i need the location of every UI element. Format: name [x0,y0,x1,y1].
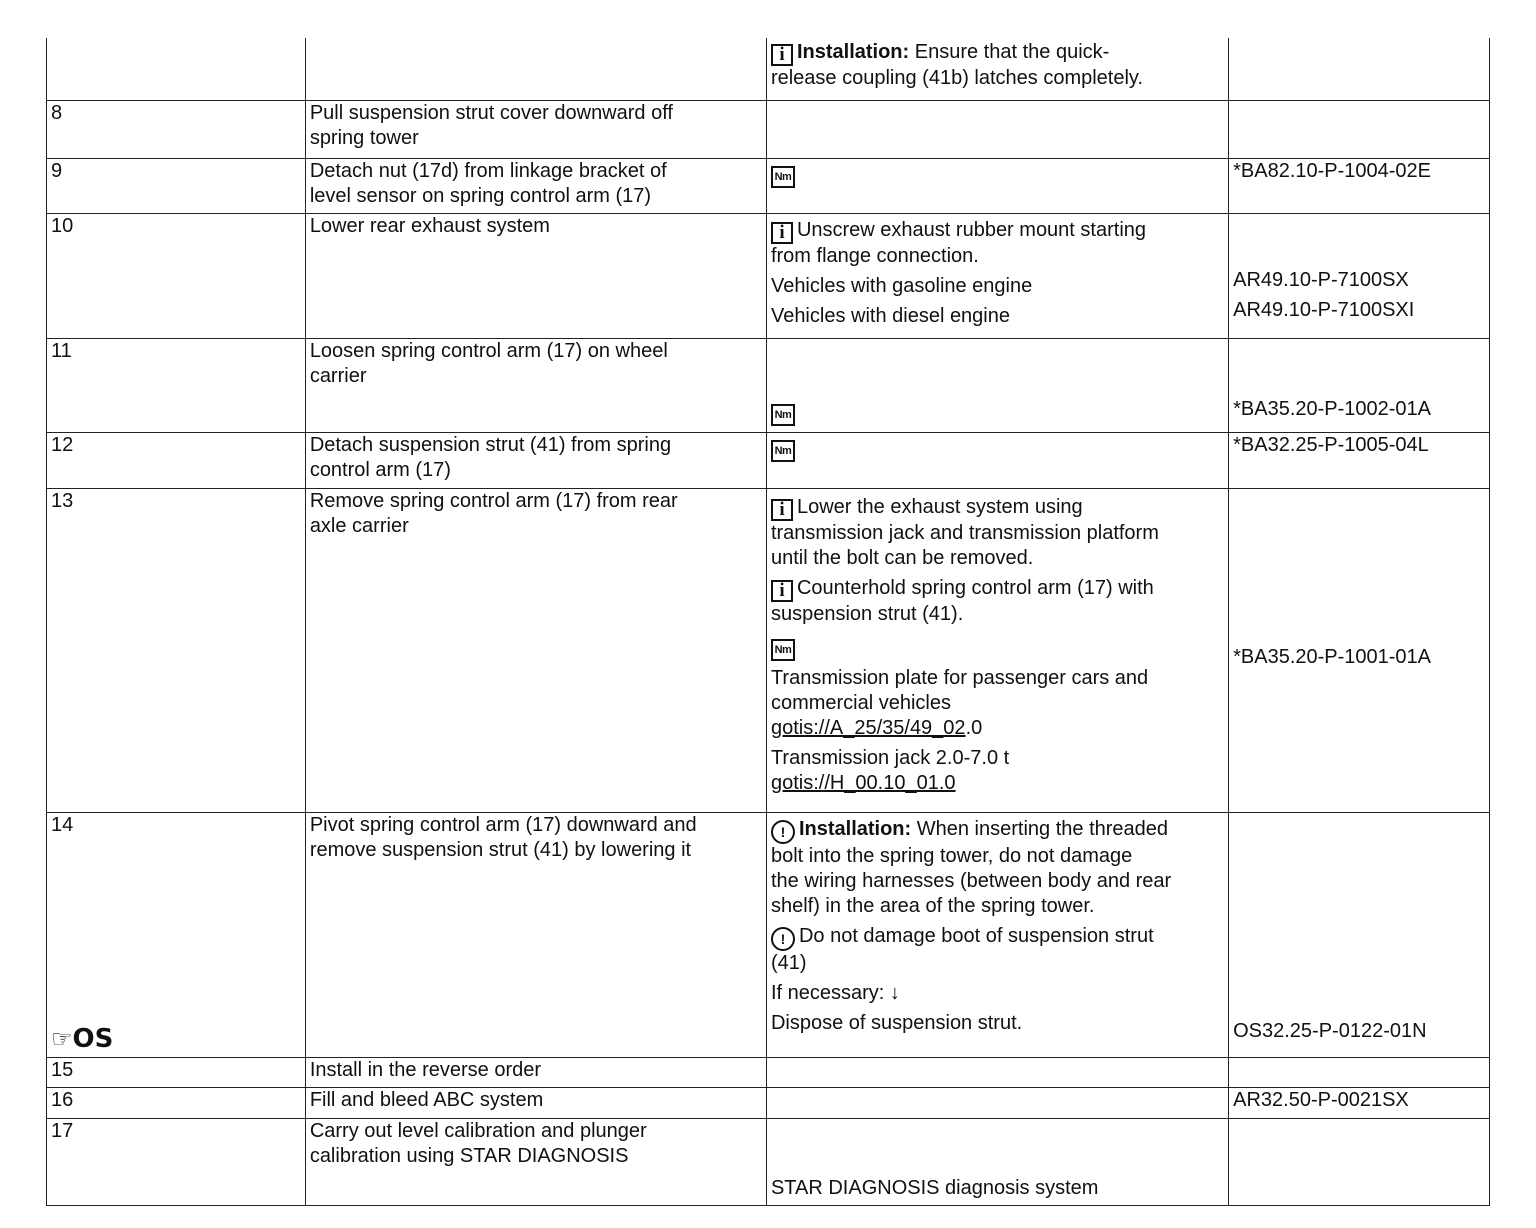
action-text: Detach nut (17d) from linkage bracket of level sensor on spring control arm (17) [309,159,667,207]
step-number: 15 [51,1058,74,1081]
installation-label: Installation: [796,41,910,63]
step-cell [47,488,306,812]
reference-code: *BA82.10-P-1004-02E [1233,159,1432,182]
info-cell [766,158,1228,213]
table-row [47,812,1490,1057]
warning-icon: ! [771,820,795,844]
action-text: Carry out level calibration and plunger calibration using STAR DIAGNOSIS [309,1119,647,1167]
info-icon: i [771,499,793,521]
table-row [47,1118,1490,1205]
action-text: Lower rear exhaust system [309,214,550,237]
table-row [47,158,1490,213]
action-text: Detach suspension strut (41) from spring control arm (17) [309,433,672,481]
info-cell [766,1118,1228,1205]
action-cell [305,812,766,1057]
installation-label: Installation: [798,817,912,840]
info-icon: i [771,222,793,244]
action-text: Loosen spring control arm (17) on wheel carrier [309,339,668,387]
torque-nm-icon: Nm [771,404,795,426]
ref-cell [1229,488,1490,812]
pointing-hand-icon: ☞ [51,1024,73,1053]
info-icon: i [771,580,793,602]
action-cell [305,338,766,432]
info-cell [766,338,1228,432]
os-label: OS [72,1023,114,1054]
step-number: 13 [51,489,74,512]
table-row [47,213,1490,338]
info-cell [766,100,1228,158]
info-text: When inserting the threaded bolt into the spring tower, do not damage the wiring harnesses (between body and rear shelf) in the area of the spring tower. [770,817,1172,917]
os-marker [51,1025,113,1053]
step-number: 12 [51,433,74,456]
info-text: Vehicles with diesel engine [770,304,1010,327]
ref-cell [1229,812,1490,1057]
reference-code: *BA35.20-P-1002-01A [1233,397,1432,420]
info-cell [766,432,1228,488]
table-row [47,1087,1490,1118]
info-cell [766,213,1228,338]
procedure-table [46,38,1490,1206]
action-cell [305,432,766,488]
gotis-link[interactable]: gotis://H_00.10_01.0 [770,771,956,794]
info-cell [766,812,1228,1057]
info-text: If necessary: ↓ [770,981,900,1004]
action-cell [305,213,766,338]
step-number: 14 [51,813,74,836]
action-text: Fill and bleed ABC system [309,1088,544,1111]
info-cell [766,38,1228,100]
ref-cell [1229,1087,1490,1118]
warning-icon: ! [771,927,795,951]
step-number: 8 [51,101,63,124]
info-text: Ensure that the quick- release coupling (41b) latches completely. [770,41,1144,89]
action-cell [305,100,766,158]
ref-cell [1229,1057,1490,1087]
step-cell [47,432,306,488]
reference-code: *BA32.25-P-1005-04L [1233,433,1429,456]
info-text: Dispose of suspension strut. [770,1011,1023,1034]
step-cell [47,1057,306,1087]
step-number: 16 [51,1088,74,1111]
action-cell [305,1118,766,1205]
table-row [47,100,1490,158]
link-suffix: .0 [965,716,983,739]
action-text: Pull suspension strut cover downward off spring tower [309,101,673,149]
step-cell [47,158,306,213]
action-cell [305,488,766,812]
reference-code: *BA35.20-P-1001-01A [1233,645,1432,668]
reference-code: AR49.10-P-7100SX [1233,268,1409,291]
action-cell [305,1057,766,1087]
torque-nm-icon: Nm [771,639,795,661]
info-icon: i [771,44,793,66]
table-row [47,338,1490,432]
info-text: Transmission plate for passenger cars and commercial vehicles [770,666,1149,714]
step-cell [47,812,306,1057]
step-cell [47,338,306,432]
info-text: Unscrew exhaust rubber mount starting from flange connection. [770,218,1147,267]
table-row [47,38,1490,100]
torque-nm-icon: Nm [771,440,795,462]
info-text: Lower the exhaust system using transmission jack and transmission platform until the bolt can be removed. [770,495,1159,569]
action-text: Install in the reverse order [309,1058,542,1081]
step-cell [47,213,306,338]
action-cell [305,38,766,100]
info-cell [766,488,1228,812]
step-number: 9 [51,159,63,182]
reference-code: AR49.10-P-7100SXI [1233,298,1415,321]
info-text: STAR DIAGNOSIS diagnosis system [770,1176,1099,1199]
info-text: Do not damage boot of suspension strut (41) [770,924,1154,974]
reference-code: AR32.50-P-0021SX [1233,1088,1409,1111]
action-cell [305,1087,766,1118]
step-number: 17 [51,1119,74,1142]
step-cell [47,1118,306,1205]
step-number: 10 [51,214,74,237]
info-text: Vehicles with gasoline engine [770,274,1033,297]
ref-cell [1229,432,1490,488]
action-text: Pivot spring control arm (17) downward and remove suspension strut (41) by lowering it [309,813,697,861]
table-row [47,1057,1490,1087]
ref-cell [1229,38,1490,100]
ref-cell [1229,100,1490,158]
ref-cell [1229,158,1490,213]
ref-cell [1229,338,1490,432]
info-text: Transmission jack 2.0-7.0 t [770,746,1010,769]
ref-cell [1229,213,1490,338]
step-number: 11 [51,339,72,362]
table-row [47,488,1490,812]
action-cell [305,158,766,213]
step-cell [47,1087,306,1118]
step-cell [47,38,306,100]
action-text: Remove spring control arm (17) from rear axle carrier [309,489,678,537]
torque-nm-icon: Nm [771,166,795,188]
step-cell [47,100,306,158]
table-row [47,432,1490,488]
reference-code: OS32.25-P-0122-01N [1233,1019,1427,1042]
gotis-link[interactable]: gotis://A_25/35/49_02 [770,716,966,739]
info-cell [766,1057,1228,1087]
info-text: Counterhold spring control arm (17) with suspension strut (41). [770,576,1154,625]
ref-cell [1229,1118,1490,1205]
info-cell [766,1087,1228,1118]
